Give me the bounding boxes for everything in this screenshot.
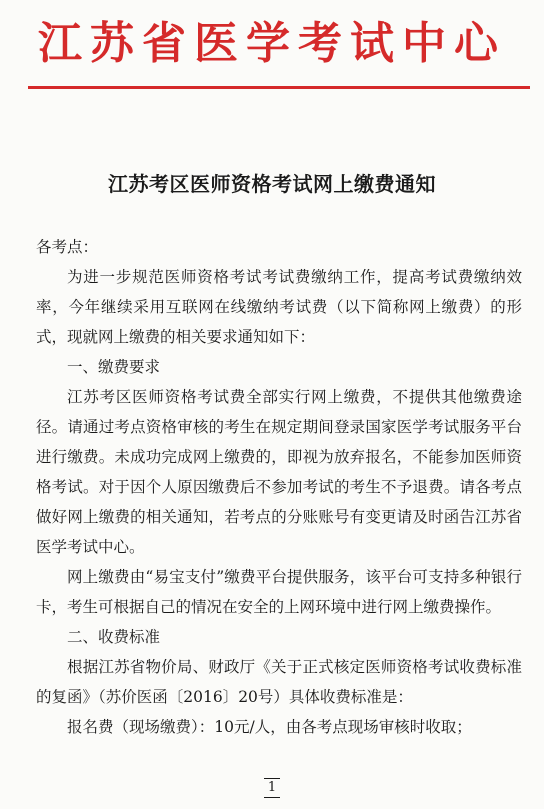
paragraph-intro: 为进一步规范医师资格考试考试费缴纳工作，提高考试费缴纳效率，今年继续采用互联网在线缴纳考试费（以下简称网上缴费）的形式，现就网上缴费的相关要求通知如下： <box>36 268 522 346</box>
salutation: 各考点： <box>36 238 99 256</box>
section-heading-fee-standard: 二、收费标准 <box>67 628 161 646</box>
paragraph-payment-platform: 网上缴费由“易宝支付”缴费平台提供服务，该平台可支持多种银行卡，考生可根据自己的情况在安全的上网环境中进行网上缴费操作。 <box>36 568 522 616</box>
paragraph-fee-basis: 根据江苏省物价局、财政厅《关于正式核定医师资格考试收费标准的复函》（苏价医函〔2016〕20号）具体收费标准是： <box>36 658 522 706</box>
letterhead-org-name: 江苏省医学考试中心 <box>38 18 506 69</box>
paragraph-payment-requirements: 江苏考区医师资格考试费全部实行网上缴费，不提供其他缴费途径。请通过考点资格审核的考生在规定期间登录国家医学考试服务平台进行缴费。未成功完成网上缴费的，即视为放弃报名，不能参加医师资格考试。对于因个人原因缴费后不参加考试的考生不予退费。请各考点做好网上缴费的相关通知，若考点的分账账号有变更请及时函告江苏省医学考试中心。 <box>36 388 522 556</box>
paragraph-registration-fee: 报名费（现场缴费）：10元/人，由各考点现场审核时收取； <box>67 718 472 736</box>
section-heading-payment-requirements: 一、缴费要求 <box>67 358 161 376</box>
document-body <box>36 232 522 742</box>
document-title: 江苏考区医师资格考试网上缴费通知 <box>108 172 436 196</box>
letterhead-red-rule <box>28 86 530 89</box>
page-number <box>0 778 544 798</box>
page-number-value: 1 <box>264 778 280 798</box>
